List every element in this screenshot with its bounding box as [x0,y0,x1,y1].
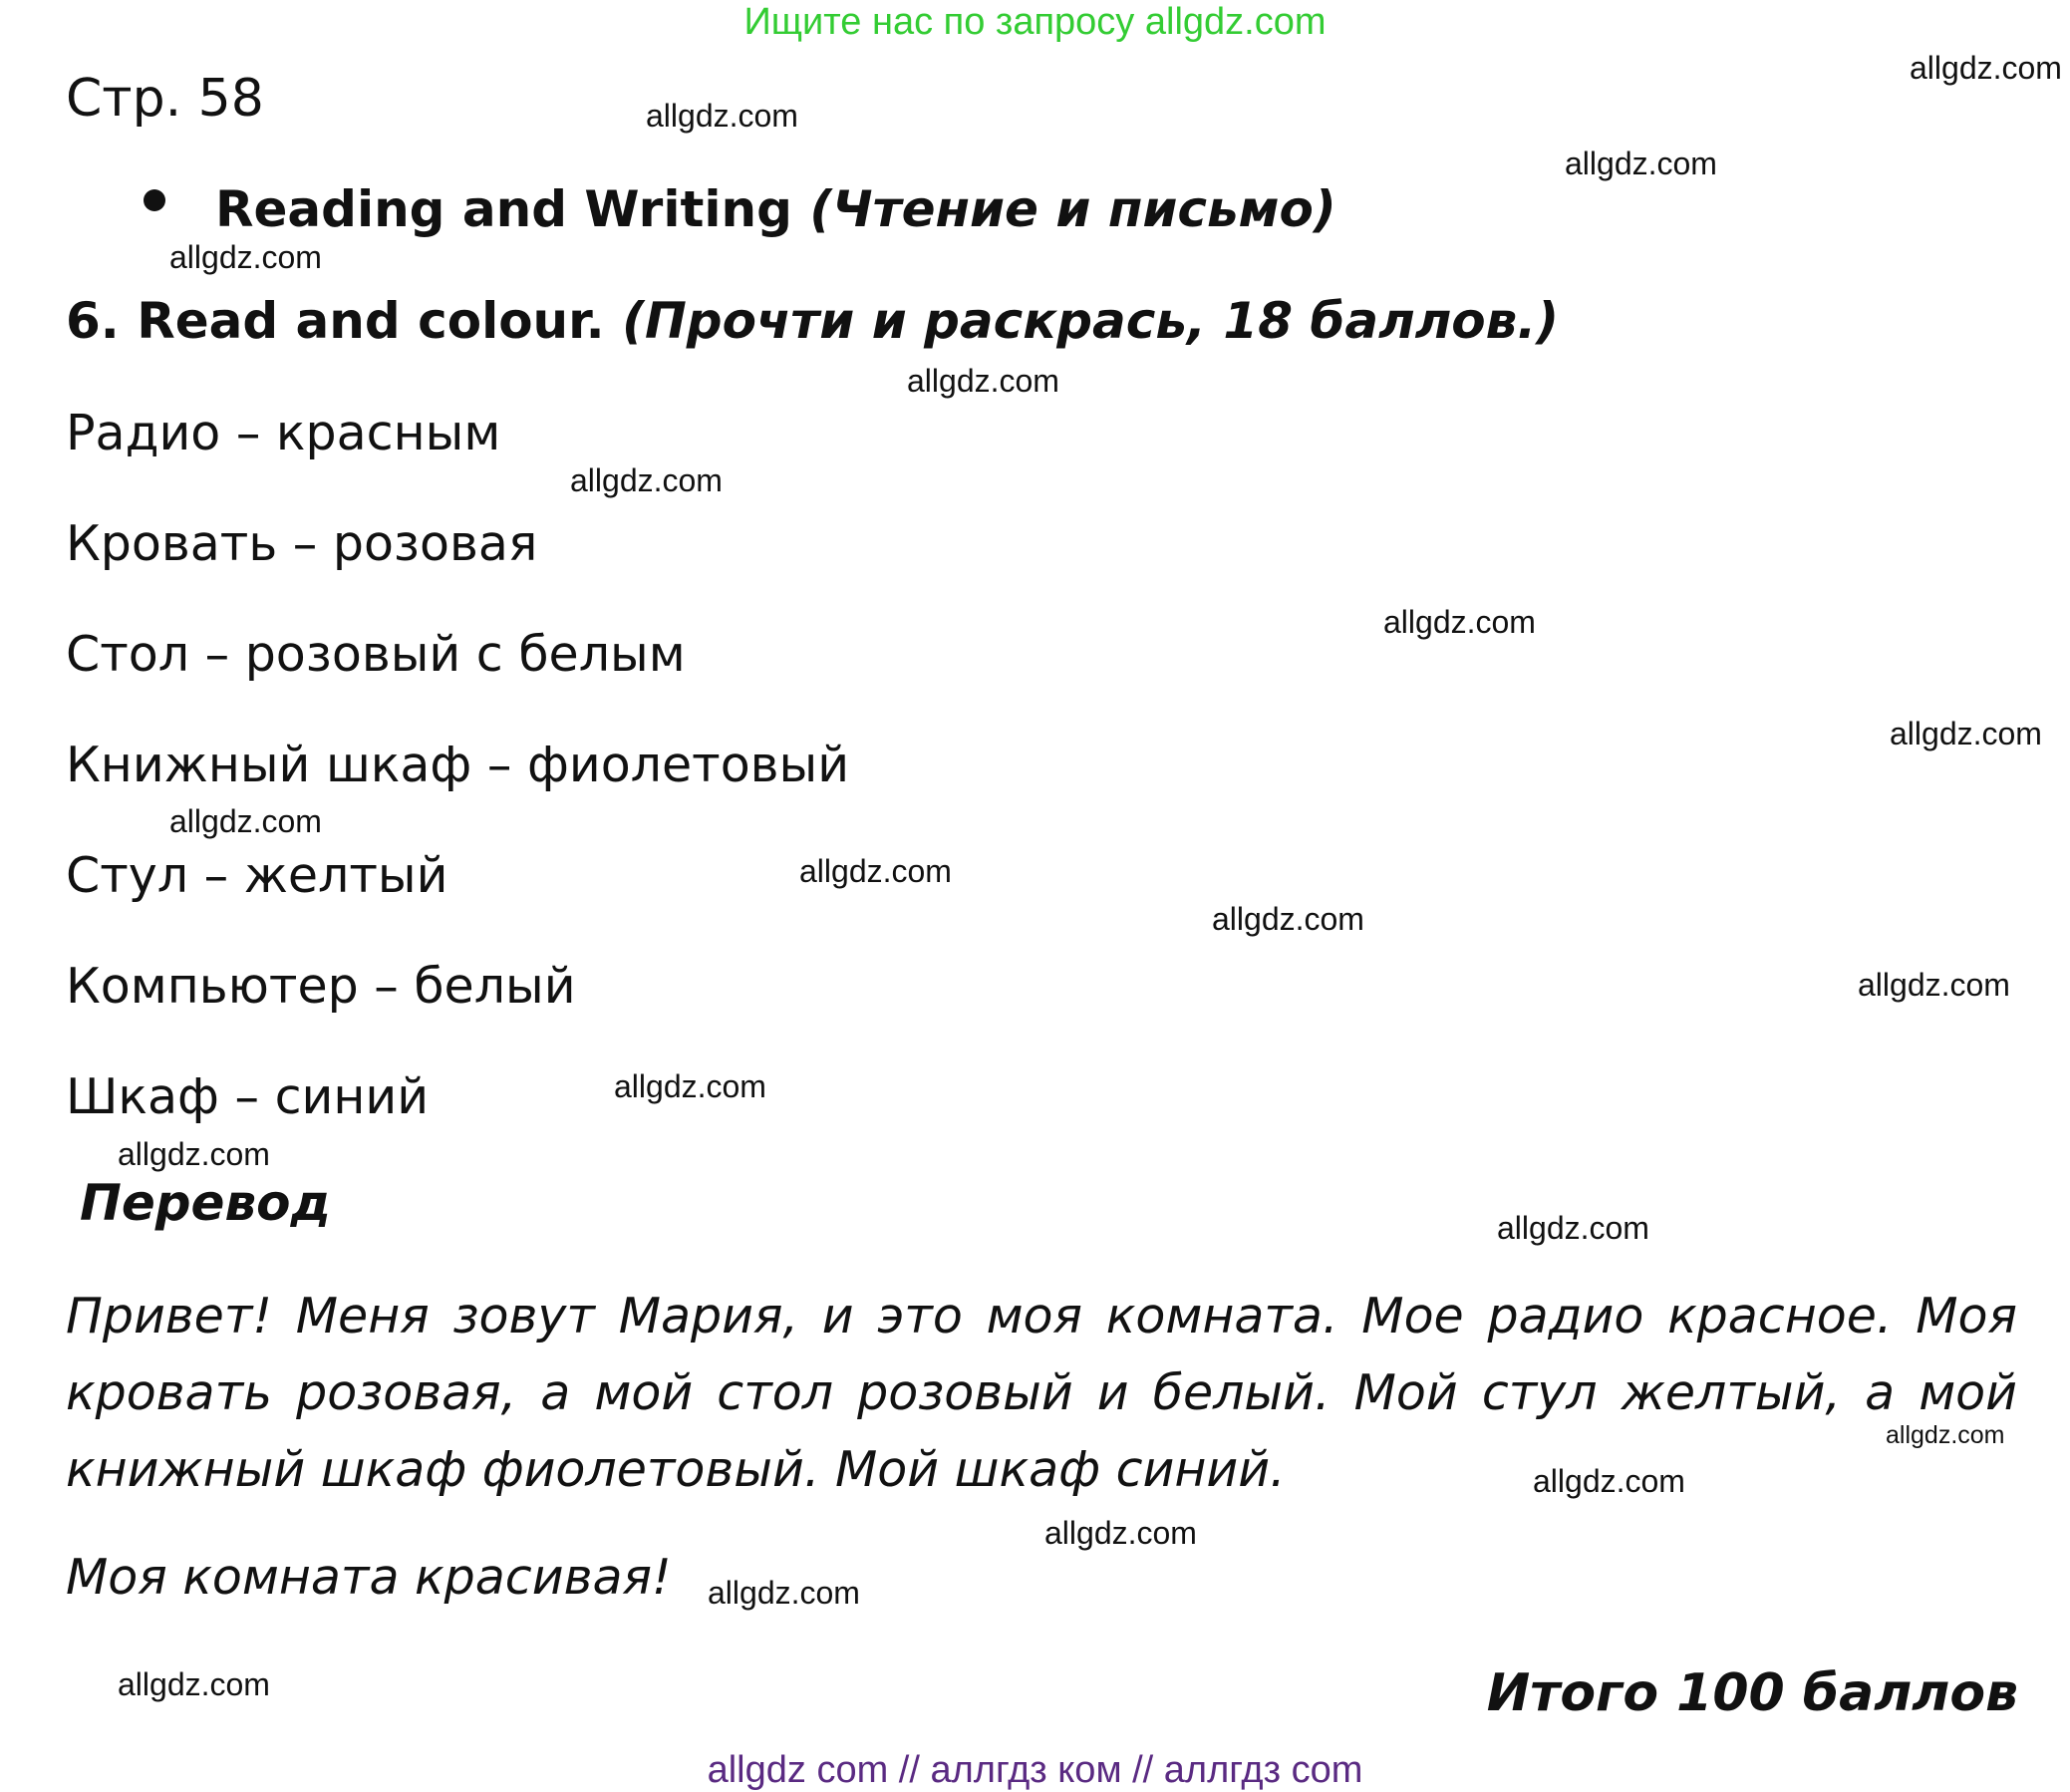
watermark: allgdz.com [118,1136,270,1172]
section-title-en: Reading and Writing [215,180,792,238]
watermark: allgdz.com [1383,604,1536,640]
watermark: allgdz.com [1565,146,1717,181]
translation-closing: Моя комната красивая! [66,1549,672,1606]
page-number: Стр. 58 [66,69,264,129]
watermark: allgdz.com [907,363,1059,399]
watermark: allgdz.com [1890,716,2042,751]
bullet-icon [144,189,165,211]
watermark: allgdz.com [708,1575,860,1611]
watermark: allgdz.com [118,1666,270,1702]
task-title-ru: (Прочти и раскрась, 18 баллов.) [622,292,1560,350]
watermark: allgdz.com [1212,901,1364,937]
section-title-ru: (Чтение и письмо) [809,180,1336,238]
answer-line: Шкаф – синий [66,1068,430,1125]
answer-line: Радио – красным [66,405,501,461]
watermark: allgdz.com [614,1068,766,1104]
watermark: allgdz.com [1858,967,2010,1003]
watermark: allgdz.com [1497,1210,1649,1246]
task-title-en: 6. Read and colour. [66,292,605,350]
answer-line: Стол – розовый с белым [66,626,686,683]
answer-line: Компьютер – белый [66,958,576,1015]
watermark: allgdz.com [799,853,952,889]
watermark: allgdz.com [570,462,723,498]
translation-title: Перевод [80,1174,331,1232]
watermark: allgdz.com [169,803,322,839]
answer-line: Стул – желтый [66,847,448,904]
watermark: allgdz.com [646,98,798,134]
translation-paragraph: Привет! Меня зовут Мария, и это моя комната. Мое радио красное. Моя кровать розовая, а мой стол розовый и белый. Мой стул желтый, а мой книжный шкаф фиолетовый. Мой шкаф синий. [66,1288,2017,1498]
watermark: allgdz.com [1533,1463,1685,1499]
total-score: Итого 100 баллов [1486,1663,2018,1723]
watermark: allgdz.com [169,239,322,275]
top-banner[interactable]: Ищите нас по запросу allgdz.com [743,1,1327,43]
footer-links[interactable]: allgdz com // аллгдз ком // аллгдз com [707,1749,1363,1791]
watermark: allgdz.com [1910,50,2062,86]
section-heading [215,177,1336,241]
watermark: allgdz.com [1886,1421,2005,1449]
answer-line: Книжный шкаф – фиолетовый [66,737,850,793]
answer-line: Кровать – розовая [66,515,538,572]
watermark: allgdz.com [1044,1515,1197,1551]
task-heading [66,289,1559,353]
